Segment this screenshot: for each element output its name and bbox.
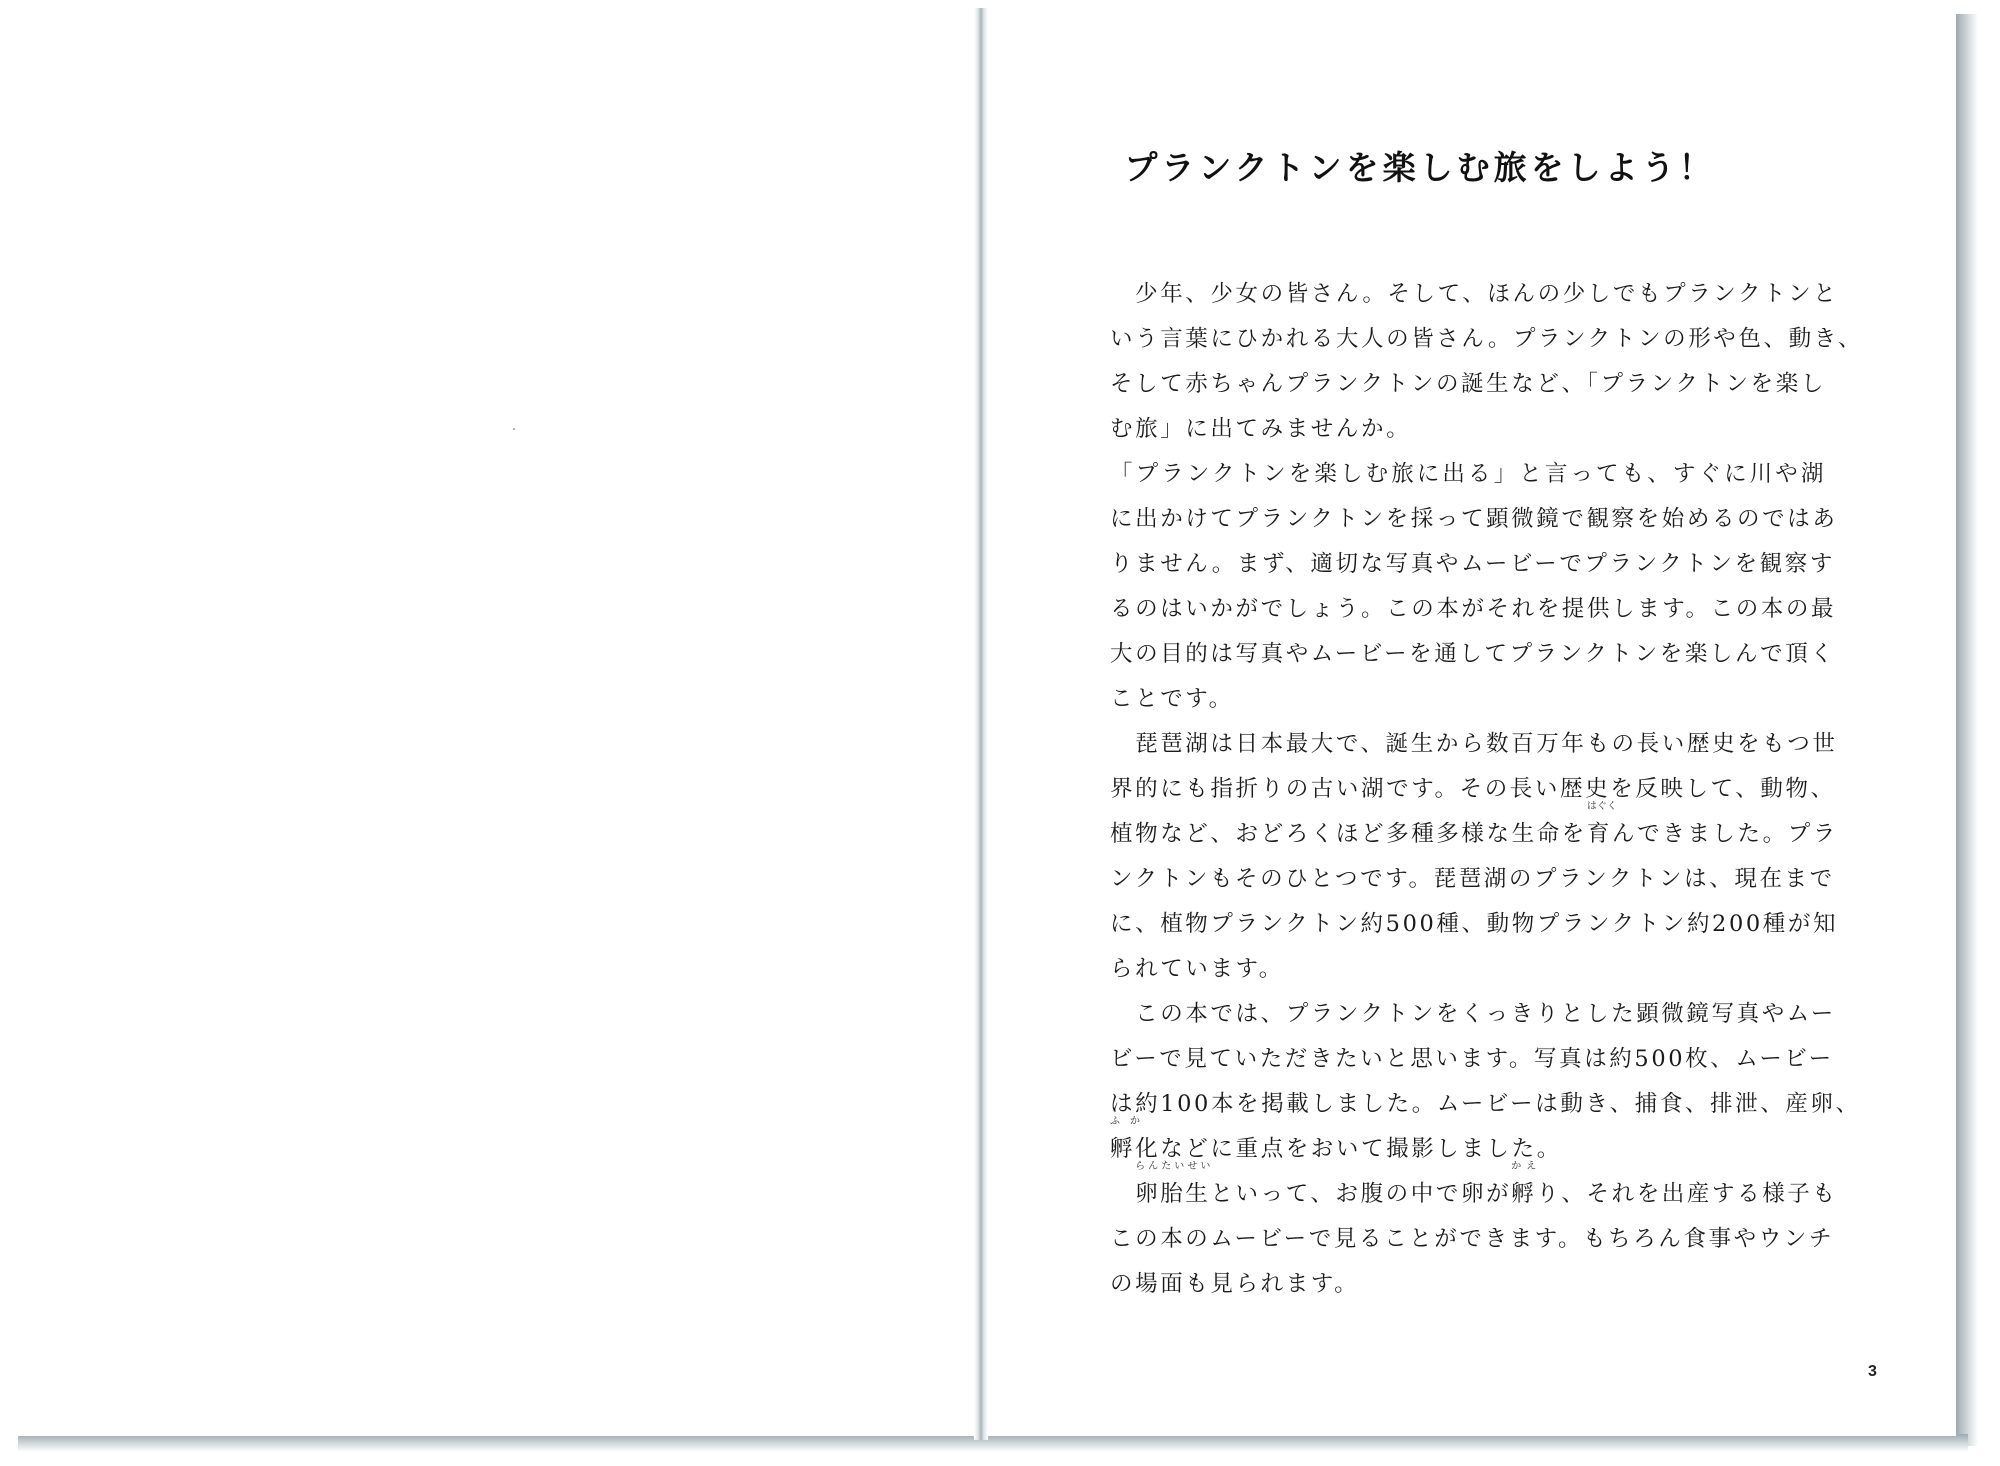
text-line-with-ruby [1110,1116,1826,1172]
page-shadow-bottom [18,1434,1968,1452]
ruby-word: かえ 孵 [1511,1161,1537,1207]
chapter-title: プランクトンを楽しむ旅をしよう！ [1124,148,1716,187]
text-segment [1110,1181,1135,1207]
left-page [8,8,976,1436]
text-segment: んできました。プラ [1612,821,1838,847]
text-line: 界的にも指折りの古い湖です。その長い歴史を反映して、動物、 [1110,776,1836,802]
text-line: ビーで見ていただきたいと思います。写真は約500枚、ムービー [1110,1046,1834,1072]
text-line: は約100本を掲載しました。ムービーは動き、捕食、排泄、産卵、 [1110,1091,1861,1117]
ruby-annotation: ふ か [1110,1116,1140,1127]
text-segment: り、それを出産する様子も [1536,1181,1838,1207]
text-line: いう言葉にひかれる大人の皆さん。プランクトンの形や色、動き、 [1110,326,1864,352]
text-line: そして赤ちゃんプランクトンの誕生など、「プランクトンを楽し [1110,371,1826,397]
text-line: られています。 [1110,956,1284,982]
text-line: に出かけてプランクトンを採って顕微鏡で観察を始めるのではあ [1110,506,1838,532]
page-number: 3 [1868,1363,1877,1380]
ruby-word: ふ か 孵化 [1110,1116,1161,1162]
text-line: りません。まず、適切な写真やムービーでプランクトンを観察す [1110,551,1835,577]
text-line-with-ruby [1110,1161,1838,1217]
ruby-annotation: はぐく [1586,801,1617,812]
ruby-word: らんたいせい 卵胎生 [1135,1161,1211,1207]
text-line: この本のムービーで見ることができます。もちろん食事やウンチ [1110,1226,1835,1252]
text-line: 少年、少女の皆さん。そして、ほんの少しでもプランクトンと [1110,281,1839,307]
page-shadow-right [1956,14,1978,1446]
text-line: ことです。 [1110,686,1234,712]
text-line: に、植物プランクトン約500種、動物プランクトン約200種が知 [1110,911,1839,937]
text-line: 大の目的は写真やムービーを通してプランクトンを楽しんで頂く [1110,641,1836,667]
ruby-annotation: かえ [1511,1161,1537,1172]
ruby-word: はぐく 育 [1586,801,1617,847]
text-segment: などに重点をおいて撮影しました。 [1160,1136,1562,1162]
text-segment: といって、お腹の中で卵が [1210,1181,1512,1207]
text-segment: 植物など、おどろくほど多種多様な生命を [1110,821,1587,847]
text-line: の場面も見られます。 [1110,1271,1360,1297]
text-line: るのはいかがでしょう。この本がそれを提供します。この本の最 [1110,596,1837,622]
text-line: ンクトンもそのひとつです。琵琶湖のプランクトンは、現在まで [1110,866,1835,892]
text-line-with-ruby [1110,801,1838,857]
text-line: 「プランクトンを楽しむ旅に出る」と言っても、すぐに川や湖 [1110,461,1826,487]
text-line: この本では、プランクトンをくっきりとした顕微鏡写真やムー [1110,1001,1836,1027]
paper-speck [513,428,515,430]
text-line: 琵琶湖は日本最大で、誕生から数百万年もの長い歴史をもつ世 [1110,731,1838,757]
book-gutter [974,8,988,1440]
ruby-annotation: らんたいせい [1135,1161,1211,1172]
body-text [1110,272,1864,1307]
text-line: む旅」に出てみませんか。 [1110,416,1412,442]
